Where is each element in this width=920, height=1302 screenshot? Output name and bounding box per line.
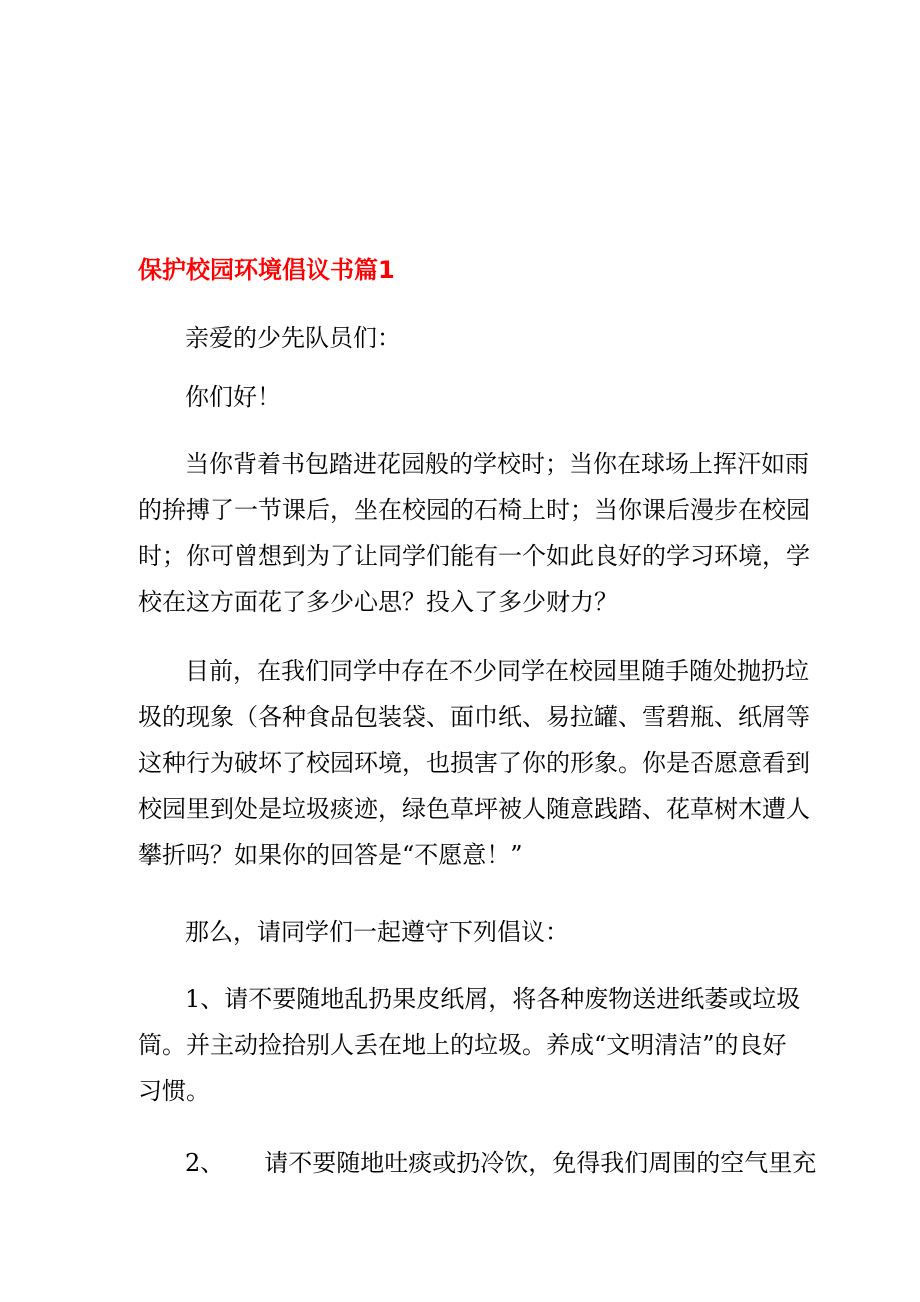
proposal-item-2 [138, 1140, 817, 1186]
paragraph-line: 校在这方面花了多少心思？投入了多少财力？ [138, 588, 618, 616]
greeting-paragraph [138, 315, 798, 361]
paragraph-line: 这种行为破坏了校园环境，也损害了你的形象。你是否愿意看到 [138, 749, 810, 777]
paragraph-line: 当你背着书包踏进花园般的学校时；当你在球场上挥汗如雨 [185, 450, 809, 478]
paragraph-line: 时；你可曾想到为了让同学们能有一个如此良好的学习环境，学 [138, 542, 810, 570]
item-text: 请不要随地吐痰或扔冷饮，免得我们周围的空气里充 [264, 1149, 817, 1177]
hello-paragraph [138, 374, 798, 420]
paragraph-line: 的拚搏了一节课后，坐在校园的石椅上时；当你课后漫步在校园 [138, 496, 810, 524]
proposal-item-1 [138, 976, 801, 1114]
paragraph-problem [138, 648, 810, 878]
paragraph-line [138, 1140, 817, 1186]
paragraph-intro [138, 441, 810, 625]
paragraph-line: 习惯。 [138, 1077, 210, 1105]
greeting-text: 亲爱的少先队员们： [185, 324, 401, 352]
paragraph-line: 圾的现象（各种食品包装袋、面巾纸、易拉罐、雪碧瓶、纸屑等 [138, 703, 810, 731]
paragraph-line: 筒。并主动捡拾别人丢在地上的垃圾。养成“文明清洁”的良好 [138, 1031, 787, 1059]
item-number: 2、 [185, 1149, 225, 1177]
paragraph-line: 那么，请同学们一起遵守下列倡议： [185, 918, 569, 946]
document-title: 保护校园环境倡议书篇1 [138, 256, 395, 284]
paragraph-line: 校园里到处是垃圾痰迹，绿色草坪被人随意践踏、花草树木遭人 [138, 795, 810, 823]
paragraph-line: 攀折吗？如果你的回答是“不愿意！” [138, 841, 523, 869]
paragraph-line: 1、请不要随地乱扔果皮纸屑，将各种废物送进纸萎或垃圾 [185, 985, 801, 1013]
paragraph-line: 目前，在我们同学中存在不少同学在校园里随手随处抛扔垃 [185, 657, 809, 685]
paragraph-proposal-intro [138, 909, 798, 955]
hello-text: 你们好！ [185, 383, 281, 411]
